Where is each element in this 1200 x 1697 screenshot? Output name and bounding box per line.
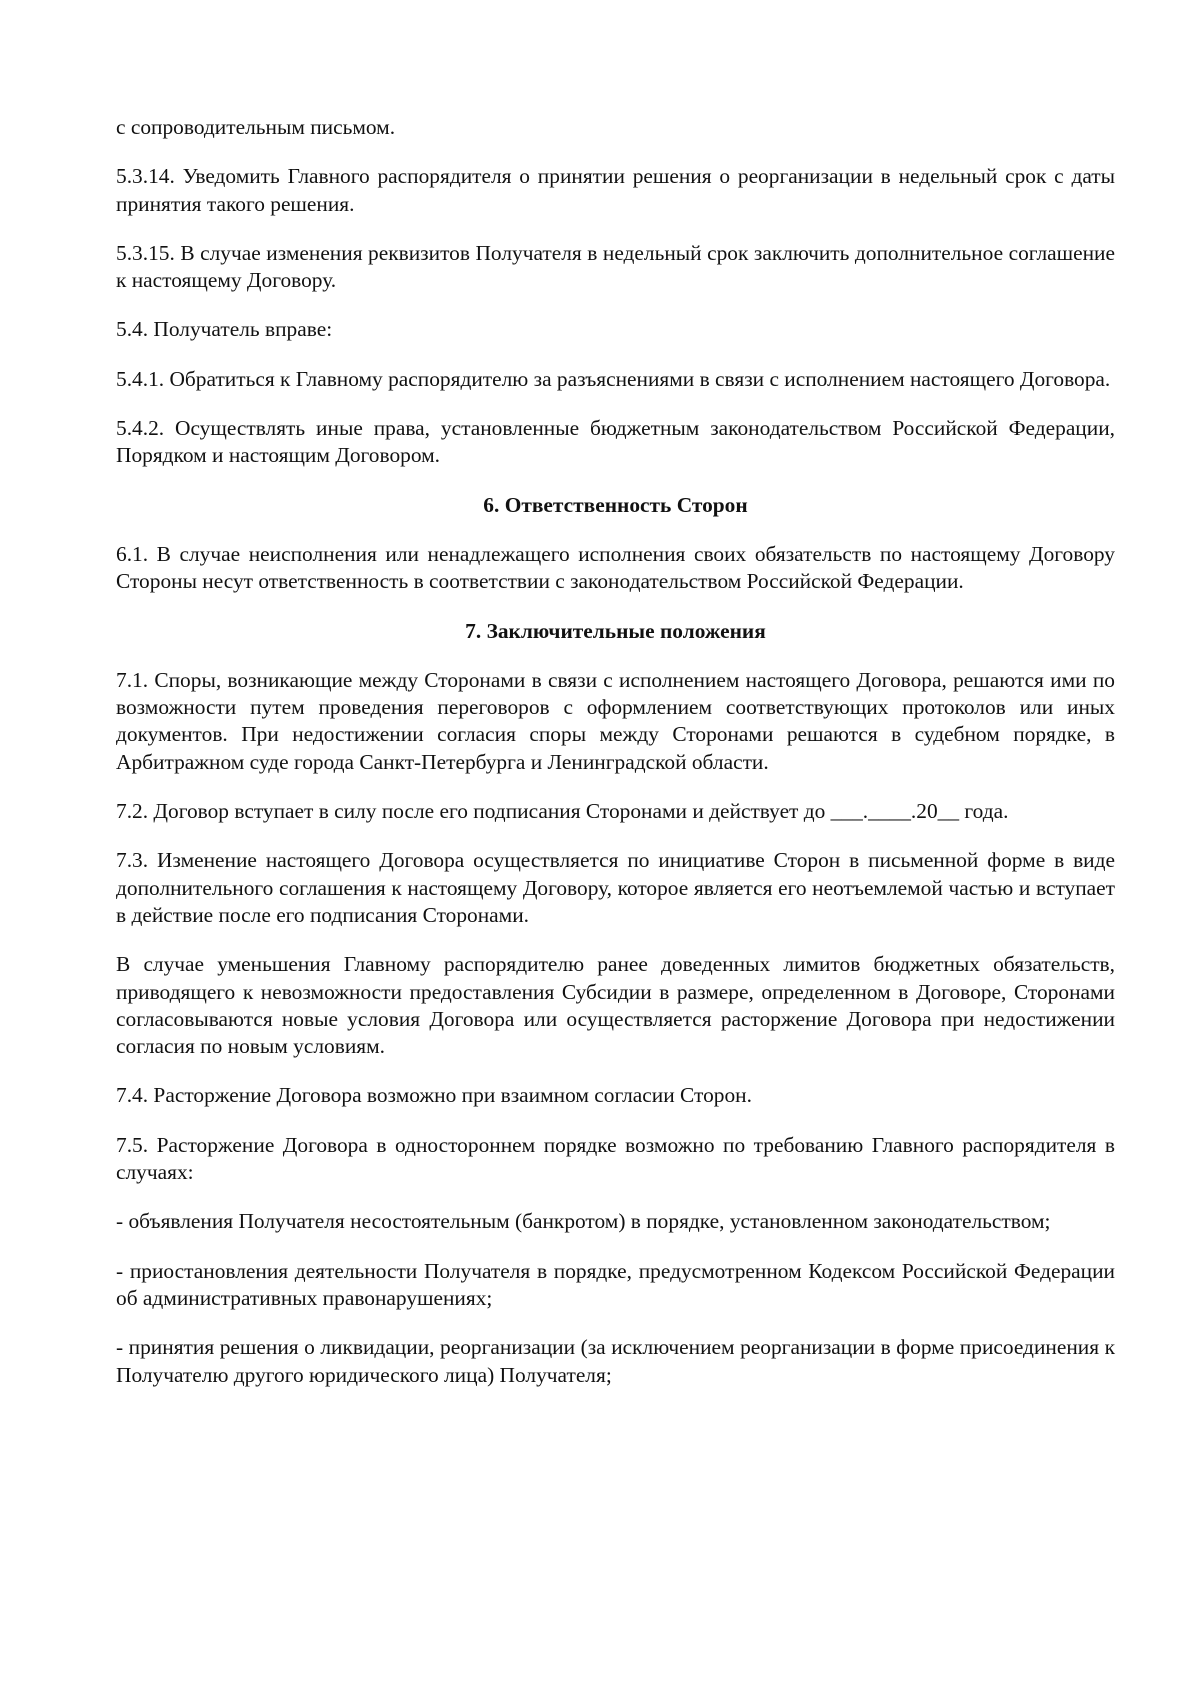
clause-7-5-item-liquidation: - принятия решения о ликвидации, реорганизации (за исключением реорганизации в форме присоединения к Получателю другого юридического лица) Получателя; (116, 1335, 1115, 1387)
clause-7-5: 7.5. Расторжение Договора в одностороннем порядке возможно по требованию Главного распорядителя в случаях: (116, 1132, 1115, 1185)
clause-5-4-2: 5.4.2. Осуществлять иные права, установленные бюджетным законодательством Российской Федерации, Порядком и настоящим Договором. (116, 416, 1115, 468)
section-6-heading: 6. Ответственность Сторон (483, 492, 748, 517)
paragraph-continuation: с сопроводительным письмом. (116, 115, 396, 139)
clause-7-5-item-bankruptcy: - объявления Получателя несостоятельным (банкротом) в порядке, установленном законодательством; (116, 1209, 1051, 1234)
clause-6-1: 6.1. В случае неисполнения или ненадлежащего исполнения своих обязательств по настоящему Договору Стороны несут ответственность в соответствии с законодательством Российской Федерации. (116, 541, 1115, 594)
clause-7-2: 7.2. Договор вступает в силу после его подписания Сторонами и действует до ___.____.20__ года. (116, 799, 1009, 824)
clause-5-4: 5.4. Получатель вправе: (116, 317, 333, 342)
clause-7-3-continuation: В случае уменьшения Главному распорядителю ранее доведенных лимитов бюджетных обязательств, приводящего к невозможности предоставления Субсидии в размере, определенном в Договоре, Сторонами согласовываются новые условия Договора или осуществляется расторжение Договора при недостижении согласия по новым условиям. (116, 952, 1115, 1059)
clause-5-3-15: 5.3.15. В случае изменения реквизитов Получателя в недельный срок заключить дополнительное соглашение к настоящему Договору. (116, 240, 1115, 293)
document-body (116, 114, 1115, 1389)
clause-7-3: 7.3. Изменение настоящего Договора осуществляется по инициативе Сторон в письменной форме в виде дополнительного соглашения к настоящему Договору, которое является его неотъемлемой частью и вступает в действие после его подписания Сторонами. (116, 848, 1115, 927)
clause-5-3-14: 5.3.14. Уведомить Главного распорядителя о принятии решения о реорганизации в недельный срок с даты принятия такого решения. (116, 164, 1115, 216)
section-7-heading: 7. Заключительные положения (465, 618, 766, 643)
clause-7-5-item-suspension: - приостановления деятельности Получателя в порядке, предусмотренном Кодексом Российской Федерации об административных правонарушениях; (116, 1258, 1115, 1310)
clause-7-1: 7.1. Споры, возникающие между Сторонами в связи с исполнением настоящего Договора, решаются ими по возможности путем проведения переговоров с оформлением соответствующих протоколов или иных документов. При недостижении согласия споры между Сторонами решаются в судебном порядке, в Арбитражном суде города Санкт-Петербурга и Ленинградской области. (116, 667, 1115, 774)
clause-7-4: 7.4. Расторжение Договора возможно при взаимном согласии Сторон. (116, 1083, 752, 1108)
clause-5-4-1: 5.4.1. Обратиться к Главному распорядителю за разъяснениями в связи с исполнением настоящего Договора. (116, 366, 1111, 391)
